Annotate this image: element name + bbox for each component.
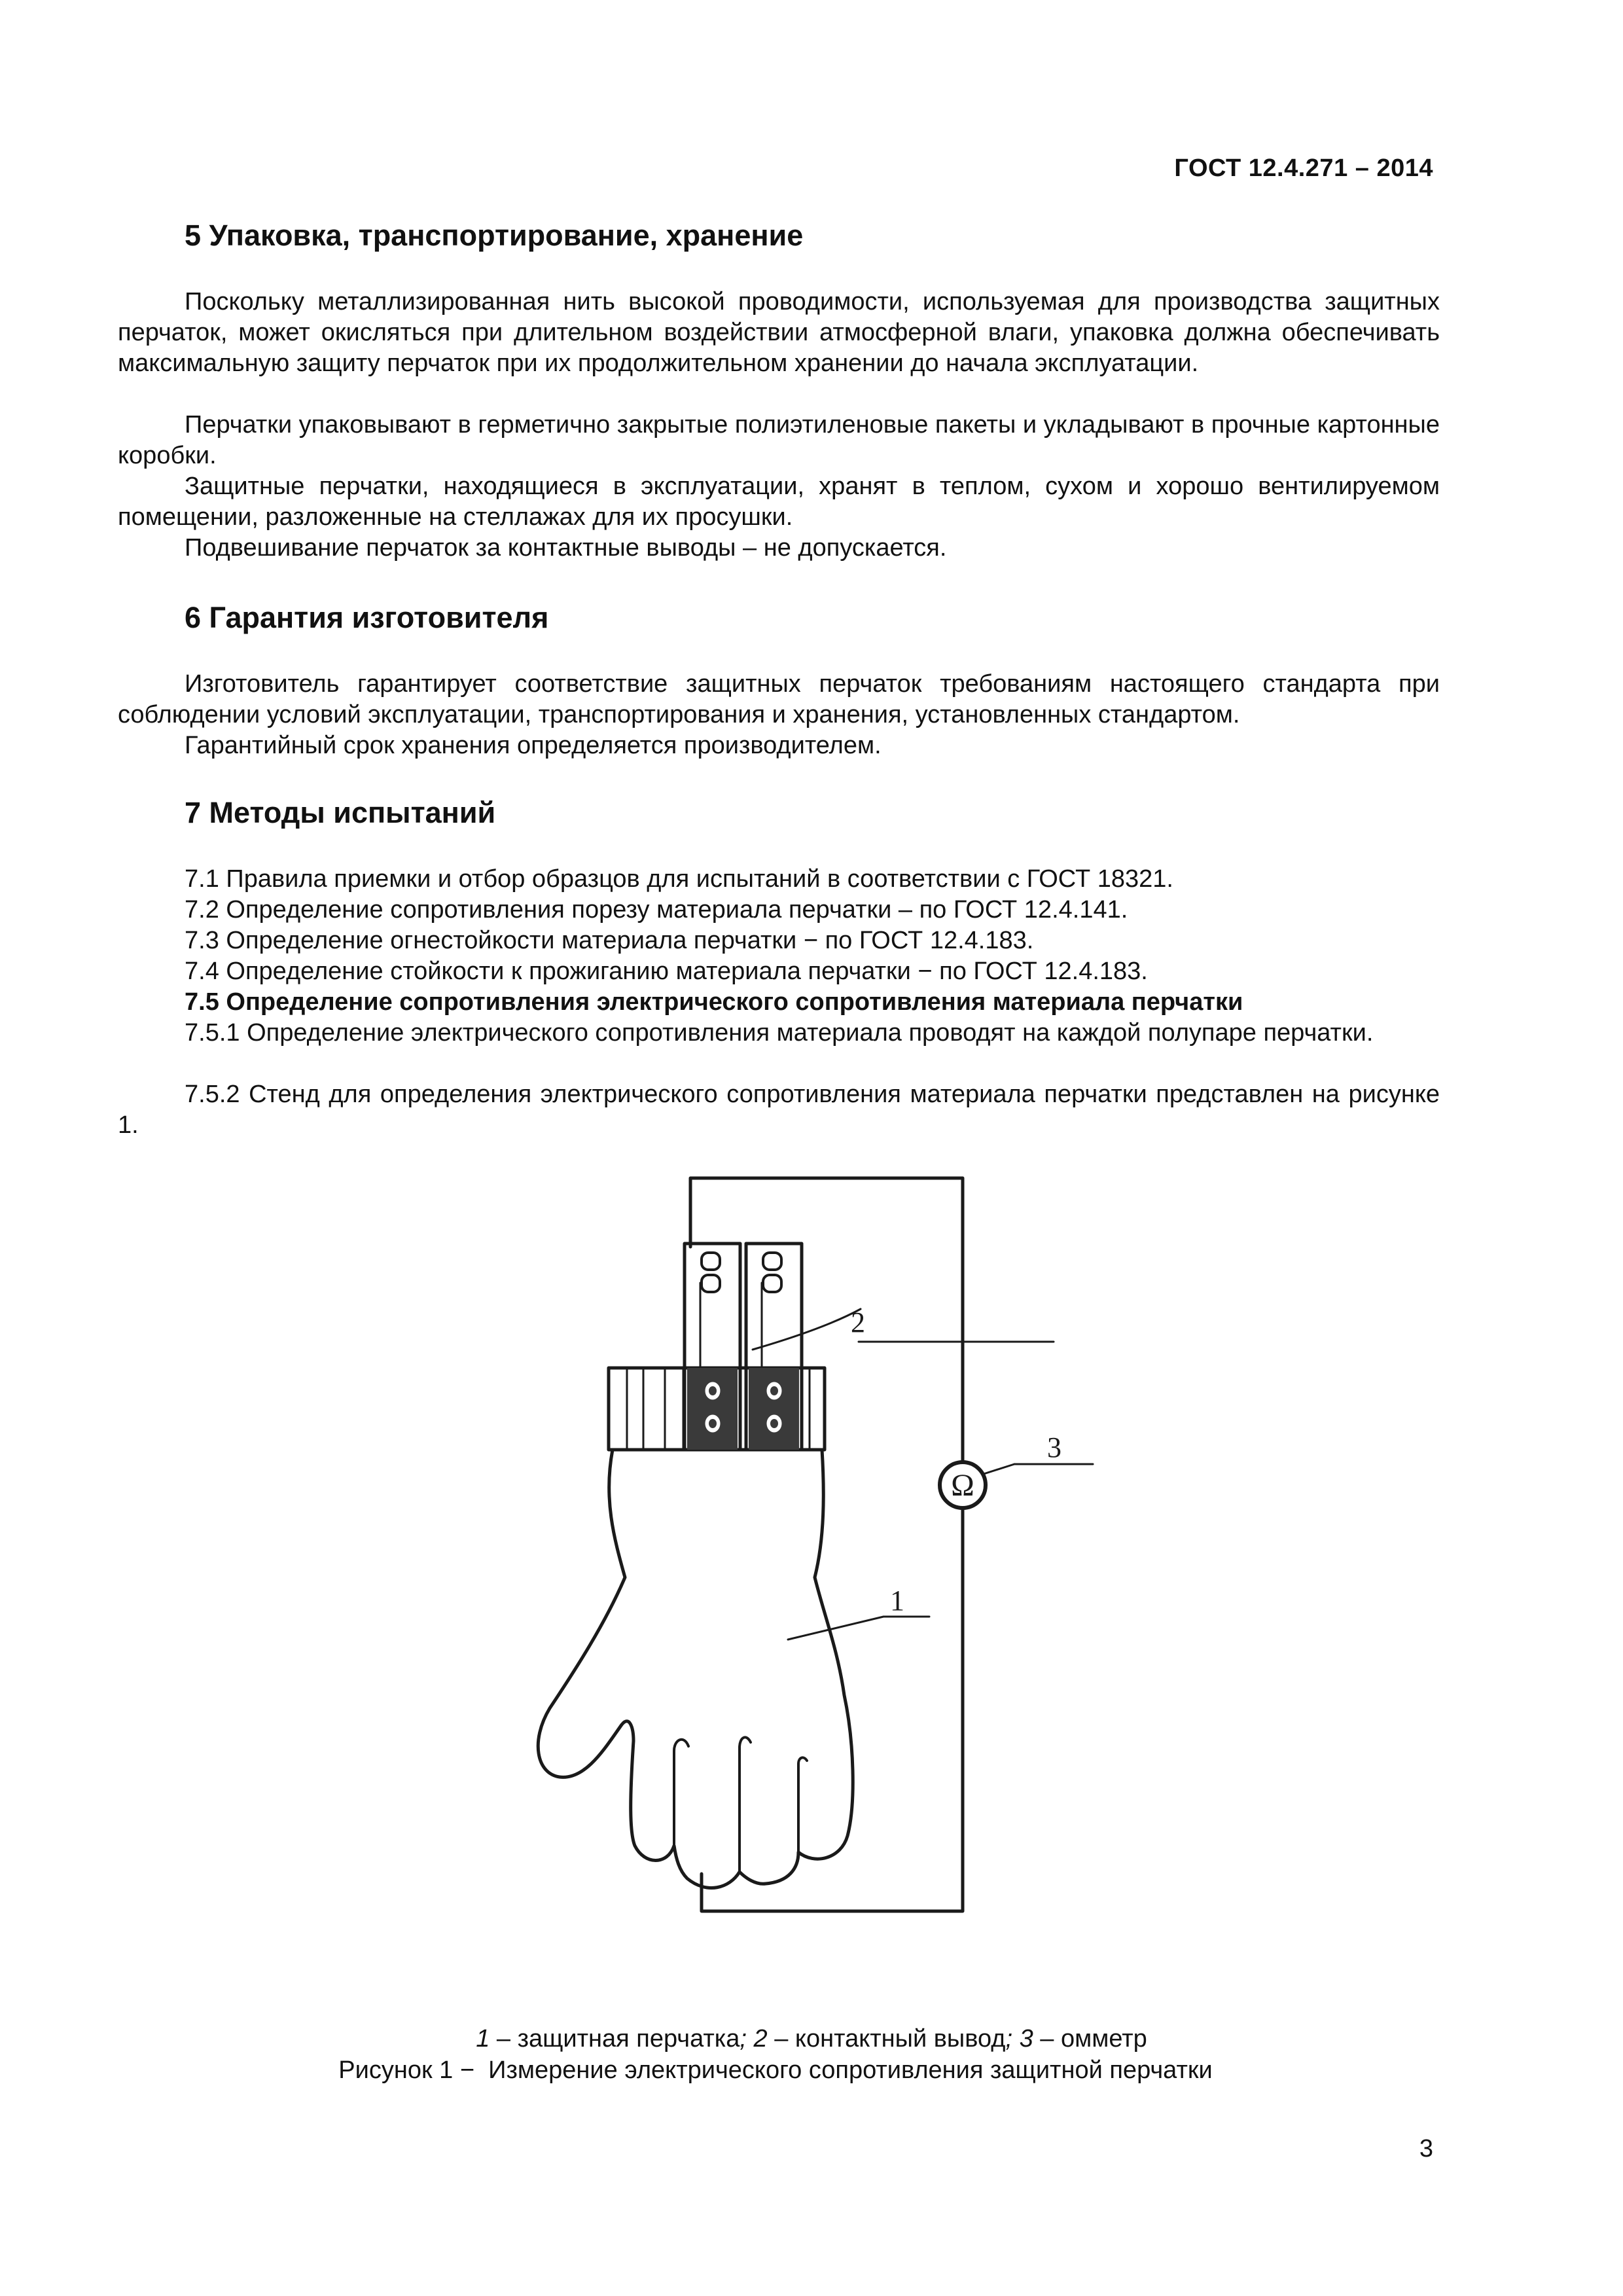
section-6-title: 6 Гарантия изготовителя	[185, 601, 549, 634]
section-5-paragraph-3: Защитные перчатки, находящиеся в эксплуатации, хранят в теплом, сухом и хорошо вентилируемом помещении, разложенные на стеллажах для их просушки.	[118, 473, 1440, 531]
section-7-item-7-1: 7.1 Правила приемки и отбор образцов для испытаний в соответствии с ГОСТ 18321.	[185, 865, 1173, 893]
section-7-item-7-5-2: 7.5.2 Стенд для определения электрического сопротивления материала перчатки представлен на рисунке 1.	[118, 1081, 1440, 1139]
figure-label-3: 3	[1047, 1431, 1061, 1463]
section-7-item-7-3: 7.3 Определение огнестойкости материала перчатки − по ГОСТ 12.4.183.	[185, 927, 1034, 954]
section-6-paragraph-2: Гарантийный срок хранения определяется производителем.	[185, 732, 882, 759]
figure-label-2: 2	[851, 1306, 865, 1338]
figure-legend: 1 – защитная перчатка; 2 – контактный вывод; 3 – омметр	[476, 2025, 1147, 2053]
section-7-item-7-2: 7.2 Определение сопротивления порезу материала перчатки – по ГОСТ 12.4.141.	[185, 896, 1128, 924]
glove-outline	[538, 1450, 853, 1888]
section-7-item-7-5-1: 7.5.1 Определение электрического сопротивления материала проводят на каждой полупаре перчатки.	[185, 1019, 1374, 1047]
page-number: 3	[1419, 2135, 1433, 2162]
figure-glove-resistance-diagram	[458, 1172, 1113, 1937]
contact-pad-left	[687, 1368, 738, 1450]
contact-pad-right	[749, 1368, 799, 1450]
section-5-paragraph-4: Подвешивание перчаток за контактные выводы – не допускается.	[185, 534, 947, 562]
figure-label-1: 1	[890, 1585, 904, 1617]
section-6-paragraph-1: Изготовитель гарантирует соответствие защитных перчаток требованиям настоящего стандарта при соблюдении условий эксплуатации, транспортирования и хранения, установленных стандартом.	[118, 670, 1440, 728]
section-5-title: 5 Упаковка, транспортирование, хранение	[185, 219, 804, 252]
section-7-title: 7 Методы испытаний	[185, 796, 496, 829]
section-7-item-7-5: 7.5 Определение сопротивления электрического сопротивления материала перчатки	[185, 988, 1243, 1016]
section-7-item-7-4: 7.4 Определение стойкости к прожиганию материала перчатки − по ГОСТ 12.4.183.	[185, 958, 1148, 985]
figure-caption: Рисунок 1 − Измерение электрического сопротивления защитной перчатки	[338, 2056, 1213, 2084]
section-5-paragraph-2: Перчатки упаковывают в герметично закрытые полиэтиленовые пакеты и укладывают в прочные картонные коробки.	[118, 411, 1440, 469]
document-code: ГОСТ 12.4.271 – 2014	[1174, 154, 1433, 182]
ohmmeter-symbol: Ω	[951, 1468, 974, 1503]
section-5-paragraph-1: Поскольку металлизированная нить высокой проводимости, используемая для производства защитных перчаток, может окисляться при длительном воздействии атмосферной влаги, упаковка должна обеспечивать максимальную защиту перчаток при их продолжительном хранении до начала эксплуатации.	[118, 288, 1440, 377]
